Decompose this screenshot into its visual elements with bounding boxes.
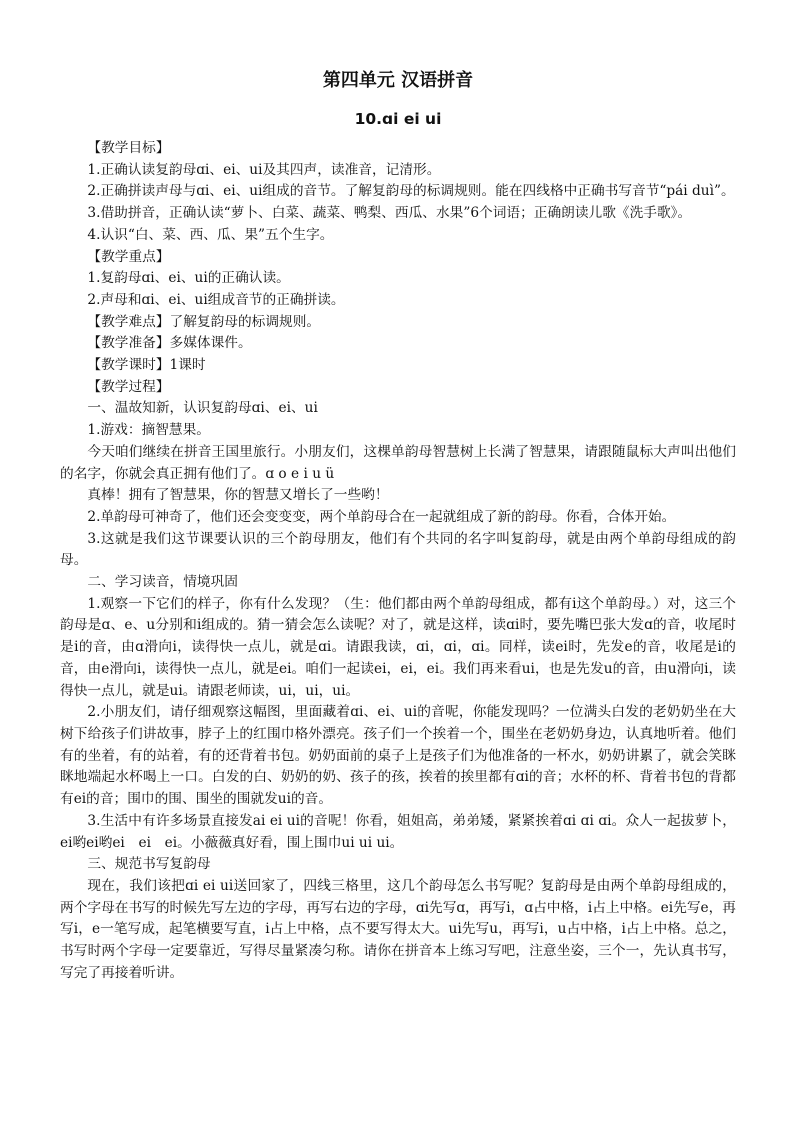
lesson-title: 10.ɑi ei ui xyxy=(354,110,442,128)
document-page xyxy=(60,68,736,984)
paragraph: 4.认识“白、菜、西、瓜、果”五个生字。 xyxy=(87,226,334,243)
paragraph: 今天咱们继续在拼音王国里旅行。小朋友们，这棵单韵母智慧树上长满了智慧果，请跟随鼠标大声叫出他们的名字，你就会真正拥有他们了。ɑ o e i u ü xyxy=(60,443,736,482)
paragraph: 1.观察一下它们的样子，你有什么发现？（生：他们都由两个单韵母组成，都有i这个单韵母。）对，这三个韵母是ɑ、e、u分别和i组成的。猜一猜会怎么读呢？对了，就是这样，读ɑi时，要先嘴巴张大发ɑ的音，收尾时是i的音，由ɑ滑向i，读得快一点儿，就是ɑi。请跟我读，ɑi，ɑi，ɑi。同样，读ei时，先发e的音，收尾是i的音，由e滑向i，读得快一点儿，就是ei。咱们一起读ei，ei，ei。我们再来看ui，也是先发u的音，由u滑向i，读得快一点儿，就是ui。请跟老师读，ui，ui，ui。 xyxy=(60,595,736,699)
paragraph: 2.声母和ɑi、ei、ui组成音节的正确拼读。 xyxy=(87,291,345,308)
paragraph: 【教学准备】多媒体课件。 xyxy=(87,335,252,352)
paragraph: 【教学目标】 xyxy=(87,140,170,156)
paragraph: 真棒！拥有了智慧果，你的智慧又增长了一些哟！ xyxy=(87,487,389,504)
lesson-body xyxy=(60,138,736,984)
paragraph: 一、温故知新，认识复韵母ɑi、ei、ui xyxy=(87,400,318,417)
paragraph: 3.生活中有许多场景直接发ai ei ui的音呢！你看，姐姐高，弟弟矮，紧紧挨着ɑi ɑi ɑi。众人一起拔萝卜，ei哟ei哟ei ei ei。小薇薇真好看，围上围巾ui ui ui。 xyxy=(60,812,736,851)
paragraph: 三、规范书写复韵母 xyxy=(87,856,211,873)
paragraph: 2.正确拼读声母与ɑi、ei、ui组成的音节。了解复韵母的标调规则。能在四线格中正确书写音节“pái duì”。 xyxy=(87,183,735,200)
page-title: 第四单元 汉语拼音 xyxy=(322,70,474,91)
paragraph: 1.正确认读复韵母ɑi、ei、ui及其四声，读准音，记清形。 xyxy=(87,161,441,178)
paragraph: 1.复韵母ɑi、ei、ui的正确认读。 xyxy=(87,270,290,287)
paragraph: 【教学过程】 xyxy=(87,378,170,395)
paragraph: 2.小朋友们，请仔细观察这幅图，里面藏着ɑi、ei、ui的音呢，你能发现吗？一位满头白发的老奶奶坐在大树下给孩子们讲故事，脖子上的红围巾格外漂亮。孩子们一个挨着一个，围坐在老奶奶身边，认真地听着。他们有的坐着，有的站着，有的还背着书包。奶奶面前的桌子上是孩子们为他准备的一杯水，奶奶讲累了，就会笑眯眯地端起水杯喝上一口。白发的白、奶奶的奶、孩子的孩，挨着的挨里都有ɑi的音；水杯的杯、背着书包的背都有ei的音；围巾的围、围坐的围就发ui的音。 xyxy=(60,704,736,808)
paragraph: 【教学课时】1课时 xyxy=(87,357,206,374)
paragraph: 现在，我们该把ɑi ei ui送回家了，四线三格里，这几个韵母怎么书写呢？复韵母是由两个单韵母组成的，两个字母在书写的时候先写左边的字母，再写右边的字母，ɑi先写ɑ，再写i，ɑ占中格，i占上中格。ei先写e，再写i，e一笔写成，起笔横要写直，i占上中格，点不要写得太大。ui先写u，再写i，u占中格，i占上中格。总之，书写时两个字母一定要靠近，写得尽量紧凑匀称。请你在拼音本上练习写吧，注意坐姿，三个一，先认真书写，写完了再接着听讲。 xyxy=(60,877,736,981)
paragraph: 2.单韵母可神奇了，他们还会变变变，两个单韵母合在一起就组成了新的韵母。你看，合体开始。 xyxy=(87,508,676,525)
paragraph: 3.借助拼音，正确认读“萝卜、白菜、蔬菜、鸭梨、西瓜、水果”6个词语；正确朗读儿歌《洗手歌》。 xyxy=(87,205,692,222)
paragraph: 【教学难点】了解复韵母的标调规则。 xyxy=(87,313,321,330)
paragraph: 【教学重点】 xyxy=(87,248,170,265)
paragraph: 1.游戏：摘智慧果。 xyxy=(87,422,210,439)
paragraph: 3.这就是我们这节课要认识的三个韵母朋友，他们有个共同的名字叫复韵母，就是由两个单韵母组成的韵母。 xyxy=(60,530,736,569)
paragraph: 二、学习读音，情境巩固 xyxy=(87,574,238,591)
